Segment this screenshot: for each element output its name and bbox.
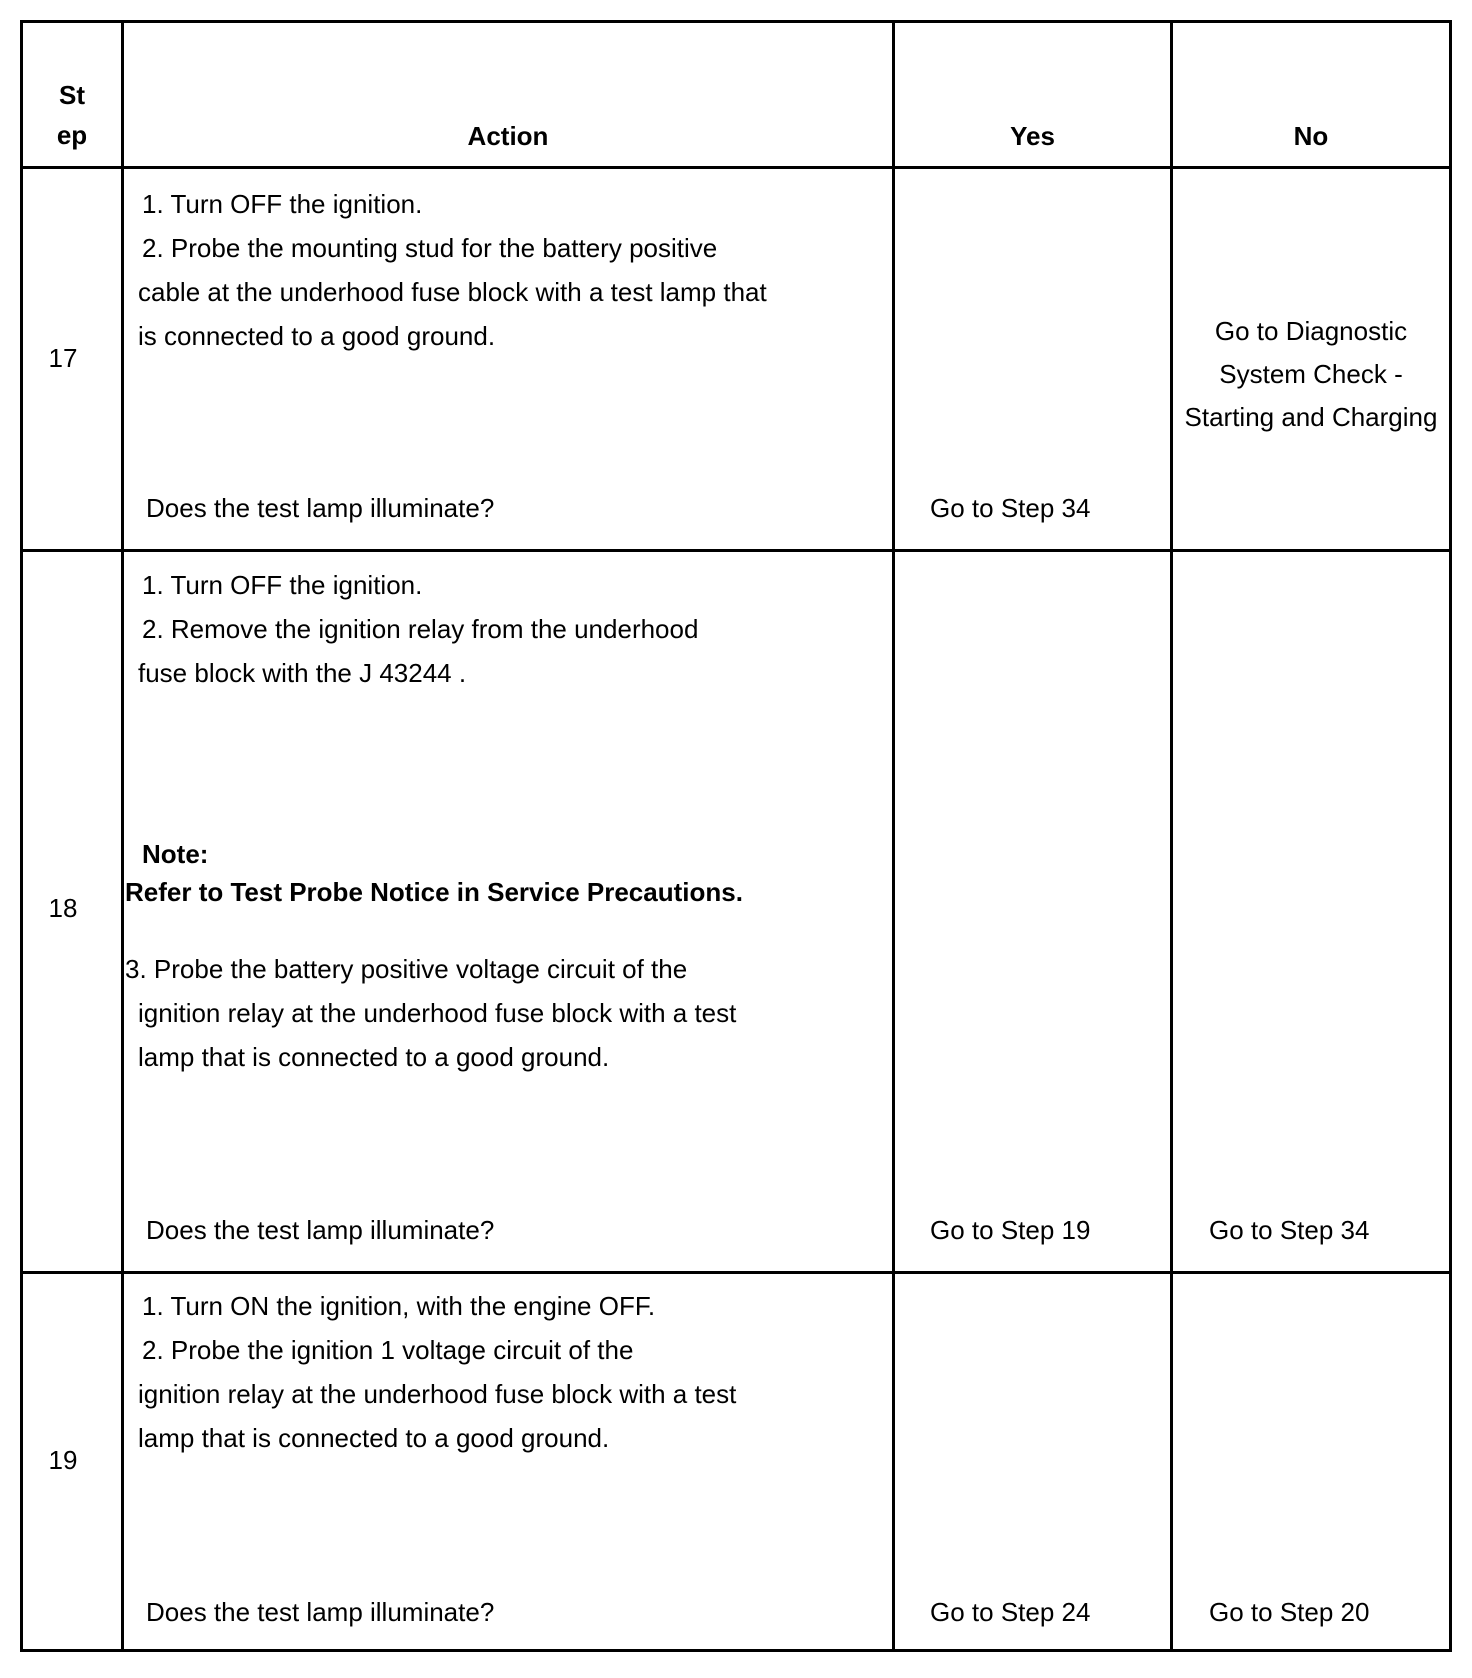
header-yes: Yes	[1010, 121, 1055, 151]
row17-no	[1173, 310, 1449, 439]
yes-column-divider	[1170, 20, 1173, 1652]
row-divider-18-19	[20, 1271, 1452, 1274]
step-number-17: 17	[48, 343, 78, 373]
row18-note-text: Refer to Test Probe Notice in Service Precautions.	[125, 877, 743, 907]
row19-action-3: ignition relay at the underhood fuse block with a test	[138, 1379, 737, 1409]
action-column-divider	[892, 20, 895, 1652]
row19-action-1: 1. Turn ON the ignition, with the engine OFF.	[142, 1291, 656, 1321]
row17-yes: Go to Step 34	[930, 493, 1091, 523]
row17-action-4: is connected to a good ground.	[138, 321, 496, 351]
row19-yes: Go to Step 24	[930, 1597, 1091, 1627]
row18-no: Go to Step 34	[1209, 1215, 1370, 1245]
header-no: No	[1293, 121, 1329, 151]
row18-action-4: 3. Probe the battery positive voltage circuit of the	[125, 954, 688, 984]
row18-action-3: fuse block with the J 43244 .	[138, 658, 467, 688]
diagnostic-table	[20, 20, 1452, 1652]
table-border-right	[1449, 20, 1452, 1652]
row17-action-1: 1. Turn OFF the ignition.	[142, 189, 423, 219]
row19-action-4: lamp that is connected to a good ground.	[138, 1423, 610, 1453]
step-number-19: 19	[48, 1445, 78, 1475]
header-divider	[20, 166, 1452, 169]
row18-action-2: 2. Remove the ignition relay from the underhood	[142, 614, 699, 644]
row19-question: Does the test lamp illuminate?	[146, 1597, 495, 1627]
row17-no-line2: System Check -	[1219, 359, 1403, 389]
table-border-top	[20, 20, 1452, 23]
header-step	[23, 75, 121, 155]
row18-action-6: lamp that is connected to a good ground.	[138, 1042, 610, 1072]
row18-note-label: Note:	[142, 839, 209, 869]
row18-question: Does the test lamp illuminate?	[146, 1215, 495, 1245]
row17-no-line3: Starting and Charging	[1184, 402, 1438, 432]
header-step-line2: ep	[56, 120, 88, 150]
row17-no-line1: Go to Diagnostic	[1214, 316, 1408, 346]
table-border-left	[20, 20, 23, 1652]
row17-action-3: cable at the underhood fuse block with a test lamp that	[138, 277, 767, 307]
header-step-line1: St	[59, 80, 85, 110]
row18-action-5: ignition relay at the underhood fuse block with a test	[138, 998, 737, 1028]
row17-action-2: 2. Probe the mounting stud for the battery positive	[142, 233, 718, 263]
row-divider-17-18	[20, 549, 1452, 552]
row19-no: Go to Step 20	[1209, 1597, 1370, 1627]
row17-question: Does the test lamp illuminate?	[146, 493, 495, 523]
row19-action-2: 2. Probe the ignition 1 voltage circuit of the	[142, 1335, 634, 1365]
step-column-divider	[121, 20, 124, 1652]
step-number-18: 18	[48, 893, 78, 923]
row18-action-1: 1. Turn OFF the ignition.	[142, 570, 423, 600]
row18-yes: Go to Step 19	[930, 1215, 1091, 1245]
table-border-bottom	[20, 1649, 1452, 1652]
header-action: Action	[467, 121, 549, 151]
